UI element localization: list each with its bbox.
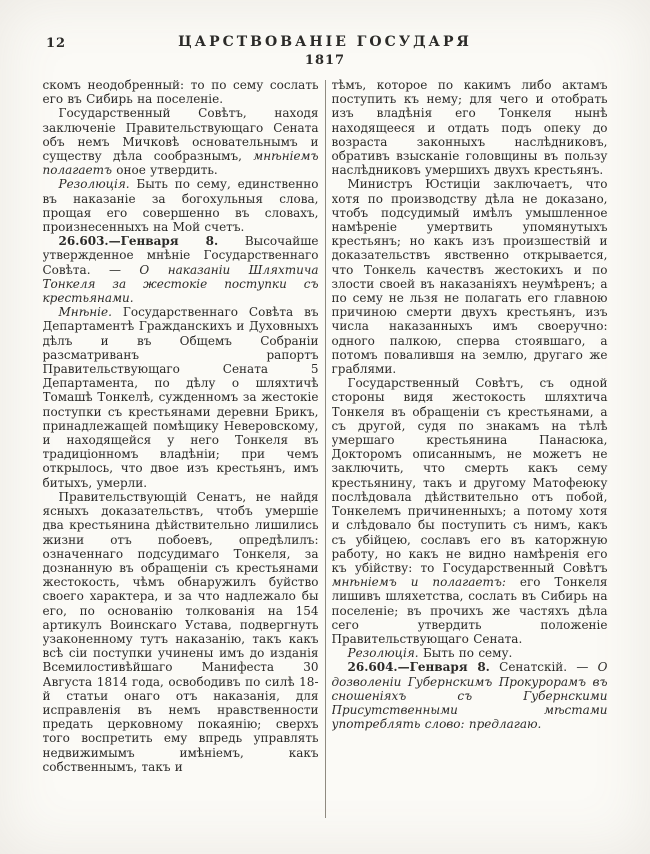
- paragraph: [43, 78, 319, 106]
- text-segment: мнѣніемъ и полагаетъ:: [331, 575, 506, 590]
- paragraph: [43, 305, 319, 490]
- paragraph: [43, 106, 319, 177]
- text-segment: мнѣніемъ полагаетъ: [42, 149, 319, 178]
- paragraph: [43, 234, 319, 305]
- text-segment: Государственнаго Совѣта въ Департаментѣ Гражданскихъ и Духовныхъ дѣлъ и въ Общемъ Собраніи разсматриванъ рапортъ Правительствующаго Сената 5 Департамента, по дѣлу о шляхтичѣ Томашѣ Тонкелѣ, сужденномъ за жестокіе поступки съ крестьянами деревни Брикъ, принадлежащей помѣщику Неверовскому, и находящейся у него Тонкеля въ традиціонномъ владѣніи; при чемъ открылось, что двое изъ крестьянъ, имъ битыхъ, умерли.: [42, 305, 319, 490]
- text-segment: Мнѣніе.: [58, 305, 112, 320]
- year-heading: 1817: [304, 53, 346, 68]
- page-header: [0, 0, 650, 68]
- page-number: 12: [46, 36, 67, 51]
- text-segment: Высочайше утвержденное мнѣніе Государственнаго Совѣта. —: [42, 234, 319, 277]
- text-segment: оное утвердить.: [111, 163, 218, 178]
- text-segment: тѣмъ, которое по какимъ либо актамъ поступить къ нему; для чего и отобрать изъ владѣнія его Тонкеля нынѣ находящееся и отдать подъ опеку до возраста законныхъ наслѣдниковъ, обративъ взысканіе головщины въ пользу наслѣдниковъ умершихъ двухъ крестьянъ.: [331, 78, 608, 178]
- text-segment: 26.603.—Генваря 8.: [58, 234, 219, 249]
- text-segment: Резолюція.: [347, 646, 419, 661]
- text-segment: Резолюція.: [58, 177, 130, 192]
- text-segment: 26.604.—Генваря 8.: [347, 660, 490, 675]
- column-divider: [325, 80, 326, 818]
- paragraph: [43, 490, 319, 774]
- text-segment: его Тонкеля лишивъ шляхетства, сослать въ Сибирь на поселеніе; въ прочихъ же частяхъ дѣла сего утвердить положеніе Правительствующаго Сената.: [331, 575, 608, 646]
- column-left: [43, 78, 319, 820]
- paragraph: [332, 376, 608, 646]
- text-columns: [0, 78, 650, 820]
- text-segment: Государственный Совѣтъ, находя заключеніе Правительствующаго Сената объ немъ Мичковѣ основательнымъ и существу дѣла сообразнымъ,: [42, 106, 319, 164]
- paragraph: [332, 78, 608, 177]
- column-right: [332, 78, 608, 820]
- text-segment: Правительствующій Сенатъ, не найдя ясныхъ доказательствъ, чтобъ умершіе два крестьянина дѣйствительно лишились жизни отъ побоевъ, опредѣлилъ: означеннаго подсудимаго Тонкеля, за дознанную въ обращеніи съ крестьянами жестокость, чѣмъ обнаружилъ буйство своего характера, и за что надлежало бы его, по основанію толкованія на 154 артикулъ Воинскаго Устава, подвергнуть узаконенному тутъ наказанію, такъ какъ всѣ сіи поступки учинены имъ до изданія Всемилостивѣйшаго Манифеста 30 Августа 1814 года, освободивъ по силѣ 18-й статьи онаго отъ наказанія, для исправленія въ немъ нравственности предать церковному покаянію; сверхъ того воспретить ему впредь управлять недвижимымъ имѣніемъ, какъ собственнымъ, такъ и: [42, 489, 319, 774]
- running-title: ЦАРСТВОВАНІЕ ГОСУДАРЯ: [178, 34, 472, 50]
- text-segment: Сенатскій. —: [489, 660, 598, 675]
- paragraph: [43, 177, 319, 234]
- paragraph: [332, 660, 608, 731]
- text-segment: скомъ неодобренный: то по сему сослать его въ Сибирь на поселеніе.: [42, 78, 319, 107]
- paragraph: [332, 646, 608, 660]
- paragraph: [332, 177, 608, 376]
- text-segment: Быть по сему.: [418, 646, 513, 661]
- text-segment: Государственный Совѣтъ, съ одной стороны видя жестокость шляхтича Тонкеля въ обращеніи съ крестьянами, а съ другой, судя по знакамъ на тѣлѣ умершаго крестьянина Панасюка, Докторомъ описаннымъ, не можетъ не заключить, что смерть какъ сему крестьянину, такъ и другому Матофеюку послѣдовала дѣйствительно отъ побой, Тонкелемъ причиненныхъ; а потому хотя и слѣдовало бы поступить съ нимъ, какъ съ убійцею, сославъ его въ каторжную работу, но какъ не видно намѣренія его къ убійству: то Государственный Совѣтъ: [331, 376, 608, 575]
- text-segment: Министръ Юстиціи заключаетъ, что хотя по производству дѣла не доказано, чтобъ подсудимый имѣлъ умышленное намѣреніе умертвить упомянутыхъ крестьянъ; но какъ изъ произшествій и доказательствъ явственно открывается, что Тонкель качествъ жестокихъ и по злости своей въ наказаніяхъ неумѣренъ; а по сему не льзя не полагать его главною причиною смерти двухъ крестьянъ, изъ числа наказанныхъ имъ своеручно: одного палкою, сперва стоявшаго, а потомъ повалившя на землю, другаго же граблями.: [331, 177, 608, 377]
- text-segment: О дозволеніи Губернскимъ Прокурорамъ въ сношеніяхъ съ Губернскими Присутственными мѣстами употреблять слово: предлагаю.: [331, 660, 608, 732]
- text-segment: О наказаніи Шляхтича Тонкеля за жестокіе поступки съ крестьянами.: [42, 262, 319, 306]
- text-segment: Быть по сему, единственно въ наказаніе за богохульныя слова, прощая его совершенно въ словахъ, произнесенныхъ на Мой счетъ.: [42, 177, 319, 235]
